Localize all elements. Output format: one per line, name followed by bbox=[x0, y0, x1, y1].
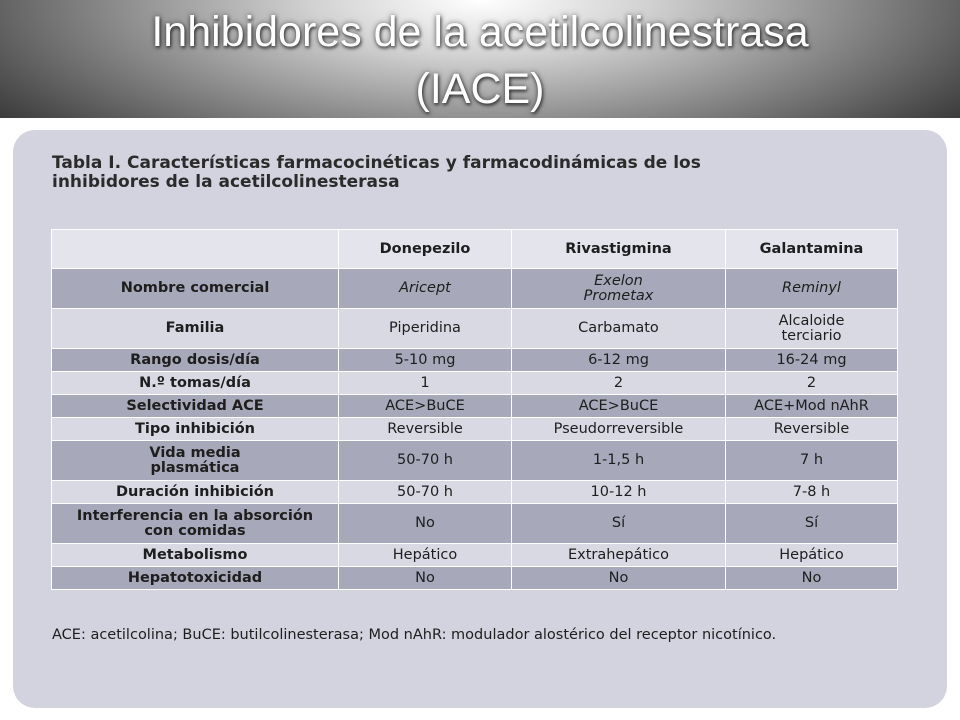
table-cell: ACE+Mod nAhR bbox=[726, 395, 898, 418]
slide-title-line-1: Inhibidores de la acetilcolinestrasa bbox=[151, 8, 809, 56]
table-cell: Pseudorreversible bbox=[512, 418, 726, 441]
table-caption bbox=[52, 154, 772, 192]
pharmacology-table bbox=[51, 229, 898, 590]
header-corner-cell bbox=[52, 230, 339, 269]
table-cell: No bbox=[726, 567, 898, 590]
table-row bbox=[52, 567, 898, 590]
row-label: N.º tomas/día bbox=[52, 372, 339, 395]
table-cell: ACE>BuCE bbox=[512, 395, 726, 418]
table-row bbox=[52, 481, 898, 504]
table-cell: No bbox=[339, 567, 512, 590]
row-label: Familia bbox=[52, 309, 339, 349]
row-label: Metabolismo bbox=[52, 544, 339, 567]
table-cell: 6-12 mg bbox=[512, 349, 726, 372]
table-row bbox=[52, 544, 898, 567]
table-cell: 7-8 h bbox=[726, 481, 898, 504]
table-cell: Piperidina bbox=[339, 309, 512, 349]
table-row bbox=[52, 349, 898, 372]
table-cell: ACE>BuCE bbox=[339, 395, 512, 418]
table-cell: Hepático bbox=[726, 544, 898, 567]
row-label: Interferencia en la absorción con comidas bbox=[52, 504, 339, 544]
table-cell: 2 bbox=[512, 372, 726, 395]
table-cell: 1 bbox=[339, 372, 512, 395]
table-cell: Alcaloide terciario bbox=[726, 309, 898, 349]
table-footnote: ACE: acetilcolina; BuCE: butilcolinesterasa; Mod nAhR: modulador alostérico del receptor nicotínico. bbox=[52, 627, 777, 643]
column-header: Galantamina bbox=[726, 230, 898, 269]
table-cell: Hepático bbox=[339, 544, 512, 567]
column-header: Rivastigmina bbox=[512, 230, 726, 269]
table-header-row bbox=[52, 230, 898, 269]
table-cell: 50-70 h bbox=[339, 441, 512, 481]
row-label: Nombre comercial bbox=[52, 269, 339, 309]
table-cell: Reversible bbox=[339, 418, 512, 441]
table-cell: No bbox=[512, 567, 726, 590]
table-row bbox=[52, 395, 898, 418]
title-bar bbox=[0, 0, 960, 118]
table-cell: Aricept bbox=[339, 269, 512, 309]
table-cell: 7 h bbox=[726, 441, 898, 481]
table-row bbox=[52, 372, 898, 395]
table-row bbox=[52, 504, 898, 544]
table-cell: Extrahepático bbox=[512, 544, 726, 567]
row-label: Duración inhibición bbox=[52, 481, 339, 504]
table-row bbox=[52, 418, 898, 441]
table-cell: 16-24 mg bbox=[726, 349, 898, 372]
row-label: Vida media plasmática bbox=[52, 441, 339, 481]
table-cell: Carbamato bbox=[512, 309, 726, 349]
table-cell: 5-10 mg bbox=[339, 349, 512, 372]
table-cell: 1-1,5 h bbox=[512, 441, 726, 481]
row-label: Hepatotoxicidad bbox=[52, 567, 339, 590]
table-cell: Reversible bbox=[726, 418, 898, 441]
table-cell: 50-70 h bbox=[339, 481, 512, 504]
table-row bbox=[52, 309, 898, 349]
table-cell: Exelon Prometax bbox=[512, 269, 726, 309]
table-row bbox=[52, 441, 898, 481]
row-label: Tipo inhibición bbox=[52, 418, 339, 441]
slide-title bbox=[0, 4, 960, 118]
column-header: Donepezilo bbox=[339, 230, 512, 269]
table-cell: 10-12 h bbox=[512, 481, 726, 504]
table-row bbox=[52, 269, 898, 309]
slide-title-line-2: (IACE) bbox=[415, 65, 545, 113]
table-panel bbox=[13, 130, 947, 708]
table-body bbox=[52, 269, 898, 590]
row-label: Selectividad ACE bbox=[52, 395, 339, 418]
row-label: Rango dosis/día bbox=[52, 349, 339, 372]
table-caption-text: Características farmacocinéticas y farmacodinámicas de los inhibidores de la acetilcolinesterasa bbox=[52, 153, 701, 192]
table-cell: Sí bbox=[726, 504, 898, 544]
table-cell: Reminyl bbox=[726, 269, 898, 309]
table-cell: Sí bbox=[512, 504, 726, 544]
table-number: Tabla I. bbox=[52, 153, 122, 173]
table-cell: No bbox=[339, 504, 512, 544]
table-cell: 2 bbox=[726, 372, 898, 395]
